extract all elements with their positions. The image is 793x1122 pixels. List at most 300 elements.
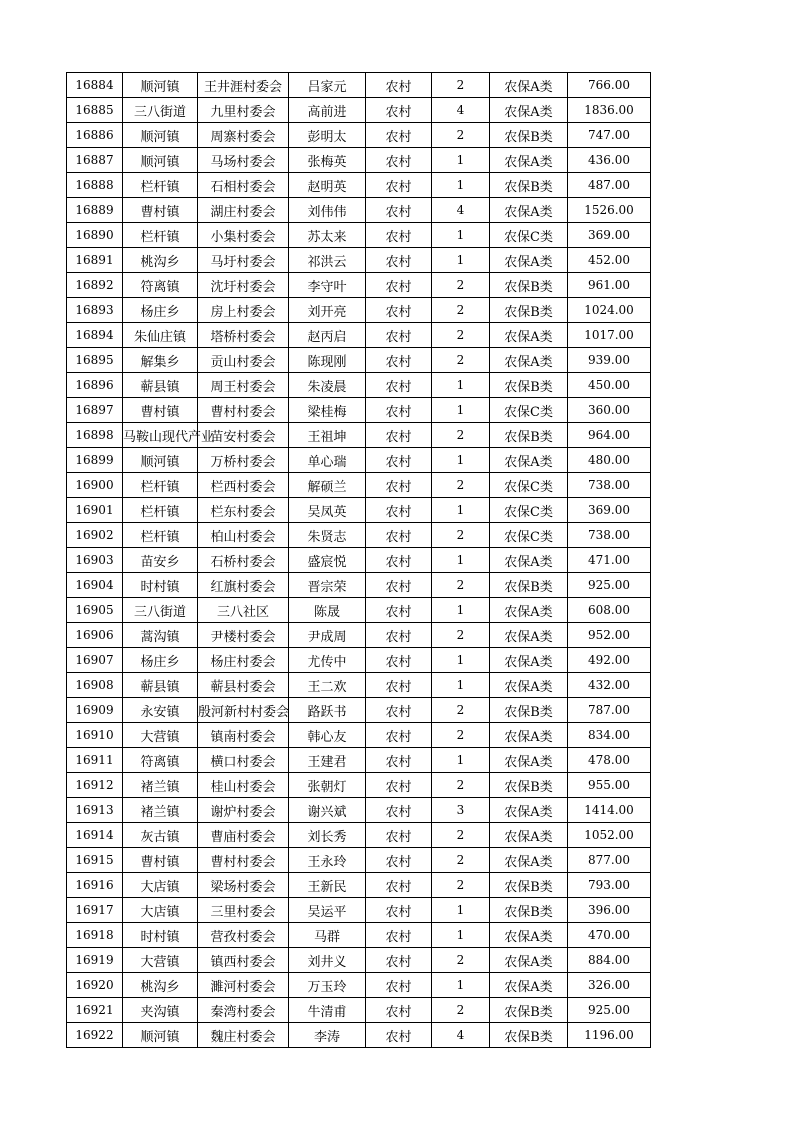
insurance-class-cell: 农保B类: [490, 1023, 568, 1048]
table-row: [67, 573, 651, 598]
id-cell: 16901: [67, 498, 123, 523]
amount-cell: 955.00: [568, 773, 651, 798]
amount-cell: 450.00: [568, 373, 651, 398]
town-cell: 栏杆镇: [123, 523, 198, 548]
household-count-cell: 2: [432, 348, 490, 373]
name-cell: 盛宸悦: [289, 548, 366, 573]
village-cell: 苗安村委会: [198, 423, 289, 448]
insurance-class-cell: 农保A类: [490, 923, 568, 948]
name-cell: 吕家元: [289, 73, 366, 98]
household-count-cell: 3: [432, 798, 490, 823]
household-count-cell: 2: [432, 73, 490, 98]
area-type-cell: 农村: [366, 323, 432, 348]
table-row: [67, 248, 651, 273]
town-cell: 时村镇: [123, 923, 198, 948]
town-cell: 蕲县镇: [123, 673, 198, 698]
household-count-cell: 1: [432, 648, 490, 673]
town-cell: 顺河镇: [123, 73, 198, 98]
village-cell: 贡山村委会: [198, 348, 289, 373]
household-count-cell: 2: [432, 473, 490, 498]
area-type-cell: 农村: [366, 298, 432, 323]
town-cell: 褚兰镇: [123, 773, 198, 798]
name-cell: 吴凤英: [289, 498, 366, 523]
area-type-cell: 农村: [366, 823, 432, 848]
village-cell: 王井涯村委会: [198, 73, 289, 98]
village-cell: 栏西村委会: [198, 473, 289, 498]
town-cell: 曹村镇: [123, 398, 198, 423]
town-cell: 顺河镇: [123, 1023, 198, 1048]
table-row: [67, 498, 651, 523]
id-cell: 16917: [67, 898, 123, 923]
name-cell: 陈晟: [289, 598, 366, 623]
town-cell: 解集乡: [123, 348, 198, 373]
insurance-class-cell: 农保A类: [490, 973, 568, 998]
village-cell: 营孜村委会: [198, 923, 289, 948]
name-cell: 朱凌晨: [289, 373, 366, 398]
insurance-class-cell: 农保A类: [490, 73, 568, 98]
table-row: [67, 648, 651, 673]
amount-cell: 939.00: [568, 348, 651, 373]
amount-cell: 608.00: [568, 598, 651, 623]
id-cell: 16910: [67, 723, 123, 748]
town-cell: 褚兰镇: [123, 798, 198, 823]
amount-cell: 1052.00: [568, 823, 651, 848]
household-count-cell: 1: [432, 248, 490, 273]
insurance-class-cell: 农保C类: [490, 523, 568, 548]
area-type-cell: 农村: [366, 148, 432, 173]
town-cell: 曹村镇: [123, 848, 198, 873]
name-cell: 祁洪云: [289, 248, 366, 273]
insurance-class-cell: 农保C类: [490, 473, 568, 498]
id-cell: 16915: [67, 848, 123, 873]
amount-cell: 877.00: [568, 848, 651, 873]
id-cell: 16906: [67, 623, 123, 648]
name-cell: 彭明太: [289, 123, 366, 148]
id-cell: 16896: [67, 373, 123, 398]
town-cell: 符离镇: [123, 273, 198, 298]
household-count-cell: 2: [432, 698, 490, 723]
name-cell: 尤传中: [289, 648, 366, 673]
table-row: [67, 373, 651, 398]
amount-cell: 487.00: [568, 173, 651, 198]
village-cell: 周寨村委会: [198, 123, 289, 148]
table-row: [67, 873, 651, 898]
household-count-cell: 1: [432, 598, 490, 623]
insurance-class-cell: 农保A类: [490, 198, 568, 223]
town-cell: 马鞍山现代产业: [123, 423, 198, 448]
name-cell: 高前进: [289, 98, 366, 123]
id-cell: 16907: [67, 648, 123, 673]
insurance-class-cell: 农保A类: [490, 848, 568, 873]
id-cell: 16894: [67, 323, 123, 348]
name-cell: 晋宗荣: [289, 573, 366, 598]
amount-cell: 369.00: [568, 223, 651, 248]
town-cell: 杨庄乡: [123, 648, 198, 673]
id-cell: 16922: [67, 1023, 123, 1048]
id-cell: 16900: [67, 473, 123, 498]
table-row: [67, 1023, 651, 1048]
village-cell: 桂山村委会: [198, 773, 289, 798]
amount-cell: 884.00: [568, 948, 651, 973]
amount-cell: 1836.00: [568, 98, 651, 123]
village-cell: 小集村委会: [198, 223, 289, 248]
amount-cell: 452.00: [568, 248, 651, 273]
amount-cell: 478.00: [568, 748, 651, 773]
village-cell: 濉河村委会: [198, 973, 289, 998]
town-cell: 时村镇: [123, 573, 198, 598]
amount-cell: 952.00: [568, 623, 651, 648]
id-cell: 16902: [67, 523, 123, 548]
insurance-class-cell: 农保C类: [490, 398, 568, 423]
area-type-cell: 农村: [366, 723, 432, 748]
town-cell: 大营镇: [123, 723, 198, 748]
insurance-class-cell: 农保A类: [490, 598, 568, 623]
id-cell: 16892: [67, 273, 123, 298]
town-cell: 三八街道: [123, 98, 198, 123]
village-cell: 殷河新村村委会: [198, 698, 289, 723]
household-count-cell: 1: [432, 673, 490, 698]
table-row: [67, 473, 651, 498]
town-cell: 顺河镇: [123, 448, 198, 473]
name-cell: 王新民: [289, 873, 366, 898]
name-cell: 李涛: [289, 1023, 366, 1048]
table-row: [67, 823, 651, 848]
table-row: [67, 223, 651, 248]
insurance-class-cell: 农保B类: [490, 698, 568, 723]
table-row: [67, 948, 651, 973]
id-cell: 16893: [67, 298, 123, 323]
area-type-cell: 农村: [366, 573, 432, 598]
name-cell: 李守叶: [289, 273, 366, 298]
village-cell: 秦湾村委会: [198, 998, 289, 1023]
area-type-cell: 农村: [366, 523, 432, 548]
village-cell: 曹村村委会: [198, 848, 289, 873]
area-type-cell: 农村: [366, 498, 432, 523]
insurance-class-cell: 农保A类: [490, 673, 568, 698]
town-cell: 曹村镇: [123, 198, 198, 223]
amount-cell: 925.00: [568, 573, 651, 598]
insurance-class-cell: 农保A类: [490, 548, 568, 573]
id-cell: 16916: [67, 873, 123, 898]
name-cell: 王祖坤: [289, 423, 366, 448]
area-type-cell: 农村: [366, 648, 432, 673]
village-cell: 栏东村委会: [198, 498, 289, 523]
table-row: [67, 273, 651, 298]
insurance-class-cell: 农保A类: [490, 248, 568, 273]
area-type-cell: 农村: [366, 598, 432, 623]
name-cell: 吴运平: [289, 898, 366, 923]
name-cell: 尹成周: [289, 623, 366, 648]
area-type-cell: 农村: [366, 798, 432, 823]
village-cell: 房上村委会: [198, 298, 289, 323]
area-type-cell: 农村: [366, 923, 432, 948]
household-count-cell: 2: [432, 823, 490, 848]
name-cell: 解硕兰: [289, 473, 366, 498]
table-row: [67, 773, 651, 798]
town-cell: 桃沟乡: [123, 973, 198, 998]
table-row: [67, 973, 651, 998]
village-cell: 曹庙村委会: [198, 823, 289, 848]
household-count-cell: 2: [432, 948, 490, 973]
area-type-cell: 农村: [366, 473, 432, 498]
insurance-class-cell: 农保A类: [490, 448, 568, 473]
area-type-cell: 农村: [366, 548, 432, 573]
household-count-cell: 1: [432, 148, 490, 173]
town-cell: 蒿沟镇: [123, 623, 198, 648]
household-count-cell: 4: [432, 98, 490, 123]
insurance-class-cell: 农保A类: [490, 98, 568, 123]
table-row: [67, 398, 651, 423]
amount-cell: 925.00: [568, 998, 651, 1023]
table-row: [67, 173, 651, 198]
name-cell: 王永玲: [289, 848, 366, 873]
insurance-class-cell: 农保C类: [490, 223, 568, 248]
table-row: [67, 798, 651, 823]
village-cell: 三八社区: [198, 598, 289, 623]
village-cell: 尹楼村委会: [198, 623, 289, 648]
records-table-body: [67, 73, 651, 1048]
name-cell: 赵丙启: [289, 323, 366, 348]
village-cell: 三里村委会: [198, 898, 289, 923]
name-cell: 朱贤志: [289, 523, 366, 548]
area-type-cell: 农村: [366, 898, 432, 923]
town-cell: 顺河镇: [123, 123, 198, 148]
table-row: [67, 698, 651, 723]
amount-cell: 436.00: [568, 148, 651, 173]
name-cell: 刘开亮: [289, 298, 366, 323]
household-count-cell: 1: [432, 498, 490, 523]
name-cell: 牛清甫: [289, 998, 366, 1023]
household-count-cell: 2: [432, 873, 490, 898]
insurance-class-cell: 农保A类: [490, 723, 568, 748]
insurance-class-cell: 农保B类: [490, 773, 568, 798]
area-type-cell: 农村: [366, 673, 432, 698]
amount-cell: 747.00: [568, 123, 651, 148]
name-cell: 谢兴斌: [289, 798, 366, 823]
amount-cell: 369.00: [568, 498, 651, 523]
id-cell: 16911: [67, 748, 123, 773]
household-count-cell: 4: [432, 1023, 490, 1048]
amount-cell: 738.00: [568, 523, 651, 548]
id-cell: 16909: [67, 698, 123, 723]
town-cell: 桃沟乡: [123, 248, 198, 273]
amount-cell: 480.00: [568, 448, 651, 473]
table-row: [67, 423, 651, 448]
amount-cell: 964.00: [568, 423, 651, 448]
table-row: [67, 73, 651, 98]
amount-cell: 834.00: [568, 723, 651, 748]
village-cell: 石相村委会: [198, 173, 289, 198]
area-type-cell: 农村: [366, 998, 432, 1023]
household-count-cell: 2: [432, 523, 490, 548]
insurance-class-cell: 农保B类: [490, 373, 568, 398]
records-table: [66, 72, 651, 1048]
table-row: [67, 323, 651, 348]
area-type-cell: 农村: [366, 448, 432, 473]
amount-cell: 738.00: [568, 473, 651, 498]
household-count-cell: 2: [432, 573, 490, 598]
area-type-cell: 农村: [366, 848, 432, 873]
town-cell: 夹沟镇: [123, 998, 198, 1023]
household-count-cell: 2: [432, 323, 490, 348]
table-row: [67, 148, 651, 173]
household-count-cell: 1: [432, 173, 490, 198]
village-cell: 谢炉村委会: [198, 798, 289, 823]
village-cell: 湖庄村委会: [198, 198, 289, 223]
household-count-cell: 1: [432, 548, 490, 573]
household-count-cell: 2: [432, 998, 490, 1023]
household-count-cell: 2: [432, 423, 490, 448]
insurance-class-cell: 农保B类: [490, 273, 568, 298]
town-cell: 永安镇: [123, 698, 198, 723]
area-type-cell: 农村: [366, 373, 432, 398]
insurance-class-cell: 农保A类: [490, 823, 568, 848]
town-cell: 顺河镇: [123, 148, 198, 173]
household-count-cell: 4: [432, 198, 490, 223]
amount-cell: 961.00: [568, 273, 651, 298]
town-cell: 大营镇: [123, 948, 198, 973]
amount-cell: 1414.00: [568, 798, 651, 823]
area-type-cell: 农村: [366, 973, 432, 998]
table-row: [67, 348, 651, 373]
amount-cell: 1017.00: [568, 323, 651, 348]
town-cell: 三八街道: [123, 598, 198, 623]
area-type-cell: 农村: [366, 273, 432, 298]
insurance-class-cell: 农保A类: [490, 323, 568, 348]
amount-cell: 326.00: [568, 973, 651, 998]
table-row: [67, 123, 651, 148]
name-cell: 刘长秀: [289, 823, 366, 848]
id-cell: 16887: [67, 148, 123, 173]
amount-cell: 360.00: [568, 398, 651, 423]
amount-cell: 470.00: [568, 923, 651, 948]
household-count-cell: 1: [432, 923, 490, 948]
amount-cell: 492.00: [568, 648, 651, 673]
table-row: [67, 623, 651, 648]
village-cell: 沈圩村委会: [198, 273, 289, 298]
household-count-cell: 2: [432, 623, 490, 648]
village-cell: 曹村村委会: [198, 398, 289, 423]
id-cell: 16905: [67, 598, 123, 623]
village-cell: 镇西村委会: [198, 948, 289, 973]
area-type-cell: 农村: [366, 398, 432, 423]
village-cell: 红旗村委会: [198, 573, 289, 598]
id-cell: 16919: [67, 948, 123, 973]
id-cell: 16890: [67, 223, 123, 248]
area-type-cell: 农村: [366, 98, 432, 123]
name-cell: 路跃书: [289, 698, 366, 723]
table-row: [67, 98, 651, 123]
name-cell: 苏太来: [289, 223, 366, 248]
id-cell: 16886: [67, 123, 123, 148]
insurance-class-cell: 农保A类: [490, 648, 568, 673]
household-count-cell: 1: [432, 373, 490, 398]
village-cell: 蕲县村委会: [198, 673, 289, 698]
insurance-class-cell: 农保B类: [490, 898, 568, 923]
id-cell: 16895: [67, 348, 123, 373]
area-type-cell: 农村: [366, 123, 432, 148]
id-cell: 16889: [67, 198, 123, 223]
table-row: [67, 748, 651, 773]
id-cell: 16920: [67, 973, 123, 998]
name-cell: 张梅英: [289, 148, 366, 173]
insurance-class-cell: 农保A类: [490, 798, 568, 823]
amount-cell: 787.00: [568, 698, 651, 723]
insurance-class-cell: 农保C类: [490, 498, 568, 523]
table-row: [67, 598, 651, 623]
id-cell: 16898: [67, 423, 123, 448]
village-cell: 石桥村委会: [198, 548, 289, 573]
area-type-cell: 农村: [366, 348, 432, 373]
id-cell: 16908: [67, 673, 123, 698]
village-cell: 魏庄村委会: [198, 1023, 289, 1048]
amount-cell: 1526.00: [568, 198, 651, 223]
table-row: [67, 198, 651, 223]
name-cell: 王二欢: [289, 673, 366, 698]
town-cell: 灰古镇: [123, 823, 198, 848]
id-cell: 16914: [67, 823, 123, 848]
household-count-cell: 1: [432, 398, 490, 423]
name-cell: 刘井义: [289, 948, 366, 973]
town-cell: 栏杆镇: [123, 173, 198, 198]
village-cell: 马圩村委会: [198, 248, 289, 273]
area-type-cell: 农村: [366, 698, 432, 723]
household-count-cell: 2: [432, 298, 490, 323]
id-cell: 16918: [67, 923, 123, 948]
village-cell: 塔桥村委会: [198, 323, 289, 348]
village-cell: 镇南村委会: [198, 723, 289, 748]
table-row: [67, 298, 651, 323]
id-cell: 16899: [67, 448, 123, 473]
table-row: [67, 848, 651, 873]
id-cell: 16888: [67, 173, 123, 198]
village-cell: 柏山村委会: [198, 523, 289, 548]
town-cell: 栏杆镇: [123, 223, 198, 248]
table-row: [67, 548, 651, 573]
name-cell: 梁桂梅: [289, 398, 366, 423]
village-cell: 杨庄村委会: [198, 648, 289, 673]
town-cell: 杨庄乡: [123, 298, 198, 323]
id-cell: 16897: [67, 398, 123, 423]
town-cell: 栏杆镇: [123, 473, 198, 498]
id-cell: 16912: [67, 773, 123, 798]
insurance-class-cell: 农保A类: [490, 148, 568, 173]
town-cell: 符离镇: [123, 748, 198, 773]
household-count-cell: 2: [432, 773, 490, 798]
id-cell: 16903: [67, 548, 123, 573]
village-cell: 周王村委会: [198, 373, 289, 398]
table-row: [67, 448, 651, 473]
town-cell: 栏杆镇: [123, 498, 198, 523]
household-count-cell: 1: [432, 748, 490, 773]
insurance-class-cell: 农保B类: [490, 123, 568, 148]
insurance-class-cell: 农保B类: [490, 573, 568, 598]
table-row: [67, 898, 651, 923]
household-count-cell: 1: [432, 448, 490, 473]
area-type-cell: 农村: [366, 773, 432, 798]
area-type-cell: 农村: [366, 198, 432, 223]
name-cell: 张朝灯: [289, 773, 366, 798]
insurance-class-cell: 农保A类: [490, 748, 568, 773]
name-cell: 王建君: [289, 748, 366, 773]
household-count-cell: 2: [432, 273, 490, 298]
area-type-cell: 农村: [366, 1023, 432, 1048]
insurance-class-cell: 农保B类: [490, 423, 568, 448]
id-cell: 16884: [67, 73, 123, 98]
household-count-cell: 1: [432, 223, 490, 248]
amount-cell: 793.00: [568, 873, 651, 898]
insurance-class-cell: 农保A类: [490, 623, 568, 648]
